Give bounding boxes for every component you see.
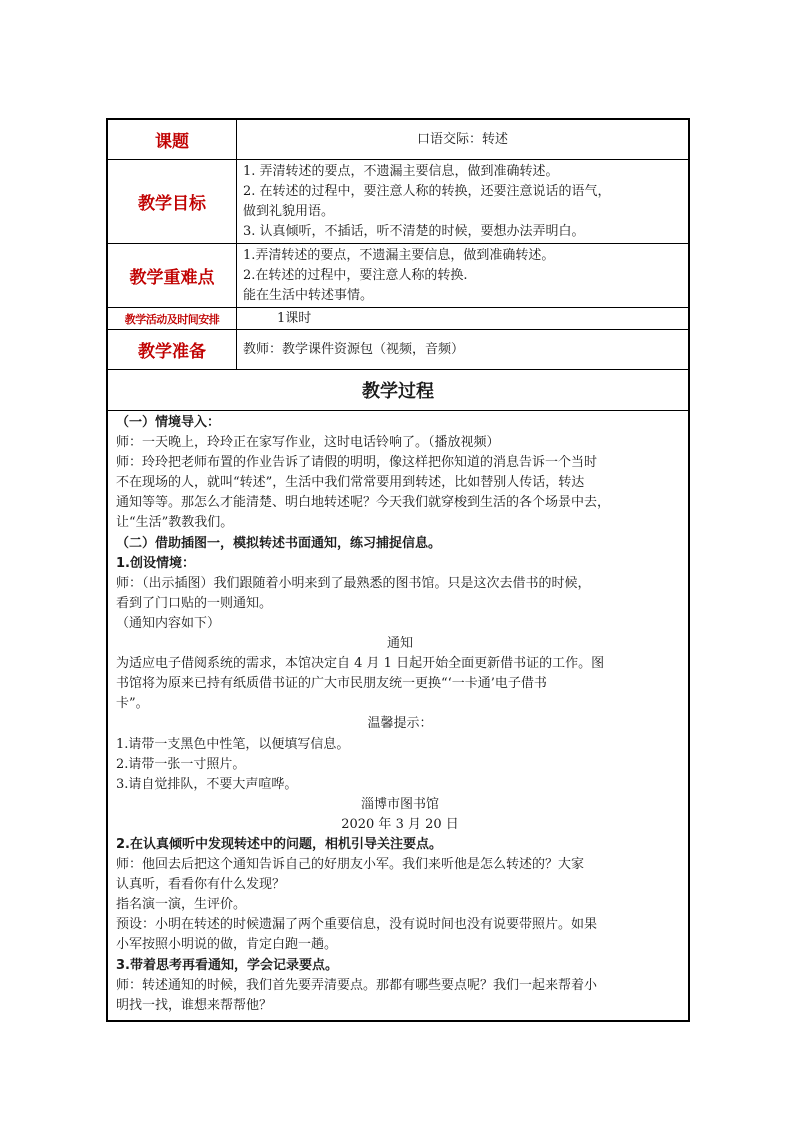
process-line: 认真听，看看你有什么发现？ <box>116 877 286 893</box>
process-heading: 1.创设情境： <box>116 555 195 571</box>
goals-line: 做到礼貌用语。 <box>243 203 335 219</box>
process-line: 书馆将为原来已持有纸质借书证的广大市民朋友统一更换“‘一卡通’电子借书 <box>116 676 547 692</box>
process-body <box>108 411 689 1021</box>
info-table <box>107 119 689 1021</box>
process-heading: 3.带着思考再看通知，学会记录要点。 <box>116 957 338 973</box>
keypoints-label: 教学重难点 <box>108 244 237 308</box>
row-time <box>108 308 689 330</box>
process-line: 看到了门口贴的一则通知。 <box>116 595 273 611</box>
process-line: 2020 年 3 月 20 日 <box>341 816 459 832</box>
process-title: 教学过程 <box>108 370 689 411</box>
process-line: 通知 <box>386 636 413 652</box>
process-line: 1.请带一支黑色中性笔，以便填写信息。 <box>116 736 350 752</box>
row-topic <box>108 120 689 160</box>
process-line: 淄博市图书馆 <box>360 796 439 812</box>
keypoints-line: 2.在转述的过程中，要注意人称的转换. <box>243 267 468 283</box>
prep-value: 教师：教学课件资源包（视频，音频） <box>237 330 689 370</box>
row-process-title <box>108 370 689 411</box>
goals-label: 教学目标 <box>108 160 237 244</box>
process-line: 师：（出示插图）我们跟随着小明来到了最熟悉的图书馆。只是这次去借书的时候， <box>116 575 591 591</box>
goals-value <box>237 160 689 244</box>
process-heading: （一）情境导入： <box>116 415 221 430</box>
lesson-plan-table <box>106 118 690 1022</box>
row-prep <box>108 330 689 370</box>
topic-value: 口语交际：转述 <box>237 120 689 160</box>
process-line: （通知内容如下） <box>116 615 221 631</box>
process-line: 师：一天晚上，玲玲正在家写作业，这时电话铃响了。（播放视频） <box>116 435 500 451</box>
process-line: 预设：小明在转述的时候遗漏了两个重要信息，没有说时间也没有说要带照片。如果 <box>116 917 598 933</box>
process-heading: （二）借助插图一，模拟转述书面通知，练习捕捉信息。 <box>116 535 442 551</box>
goals-line: 3. 认真倾听，不插话，听不清楚的时候，要想办法弄明白。 <box>243 223 585 239</box>
goals-line: 1. 弄清转述的要点，不遗漏主要信息，做到准确转述。 <box>243 163 559 179</box>
process-line: 师：他回去后把这个通知告诉自己的好朋友小军。我们来听他是怎么转述的？大家 <box>116 857 585 873</box>
row-goals <box>108 160 689 244</box>
process-line: 卡”。 <box>116 696 149 712</box>
topic-label: 课题 <box>108 120 237 160</box>
process-line: 为适应电子借阅系统的需求，本馆决定自 4 月 1 日起开始全面更新借书证的工作。图 <box>116 656 605 672</box>
process-line: 师：转述通知的时候，我们首先要弄清要点。那都有哪些要点呢？我们一起来帮着小 <box>116 977 598 993</box>
prep-label: 教学准备 <box>108 330 237 370</box>
process-line: 温馨提示： <box>367 716 433 732</box>
process-line: 不在现场的人，就叫“转述”，生活中我们常常要用到转述，比如替别人传话，转达 <box>116 475 585 491</box>
process-line: 通知等等。那怎么才能清楚、明白地转述呢？今天我们就穿梭到生活的各个场景中去， <box>116 495 611 511</box>
goals-line: 2. 在转述的过程中，要注意人称的转换，还要注意说话的语气， <box>243 183 611 199</box>
process-heading: 2.在认真倾听中发现转述中的问题，相机引导关注要点。 <box>116 836 442 852</box>
time-value: 1课时 <box>237 308 689 330</box>
row-process-body <box>108 411 689 1021</box>
keypoints-line: 能在生活中转述事情。 <box>243 287 374 303</box>
process-line: 指名演一演，生评价。 <box>116 897 247 913</box>
process-line: 3.请自觉排队，不要大声喧哗。 <box>116 776 298 792</box>
process-line: 明找一找，谁想来帮帮他？ <box>116 997 273 1013</box>
keypoints-value <box>237 244 689 308</box>
process-line: 小军按照小明说的做，肯定白跑一趟。 <box>116 937 338 953</box>
process-line: 2.请带一张一寸照片。 <box>116 756 246 772</box>
keypoints-line: 1.弄清转述的要点，不遗漏主要信息，做到准确转述。 <box>243 247 555 263</box>
row-keypoints <box>108 244 689 308</box>
process-line: 让“生活”教教我们。 <box>116 515 234 531</box>
time-label: 教学活动及时间安排 <box>108 308 237 330</box>
process-line: 师：玲玲把老师布置的作业告诉了请假的明明，像这样把你知道的消息告诉一个当时 <box>116 455 598 471</box>
